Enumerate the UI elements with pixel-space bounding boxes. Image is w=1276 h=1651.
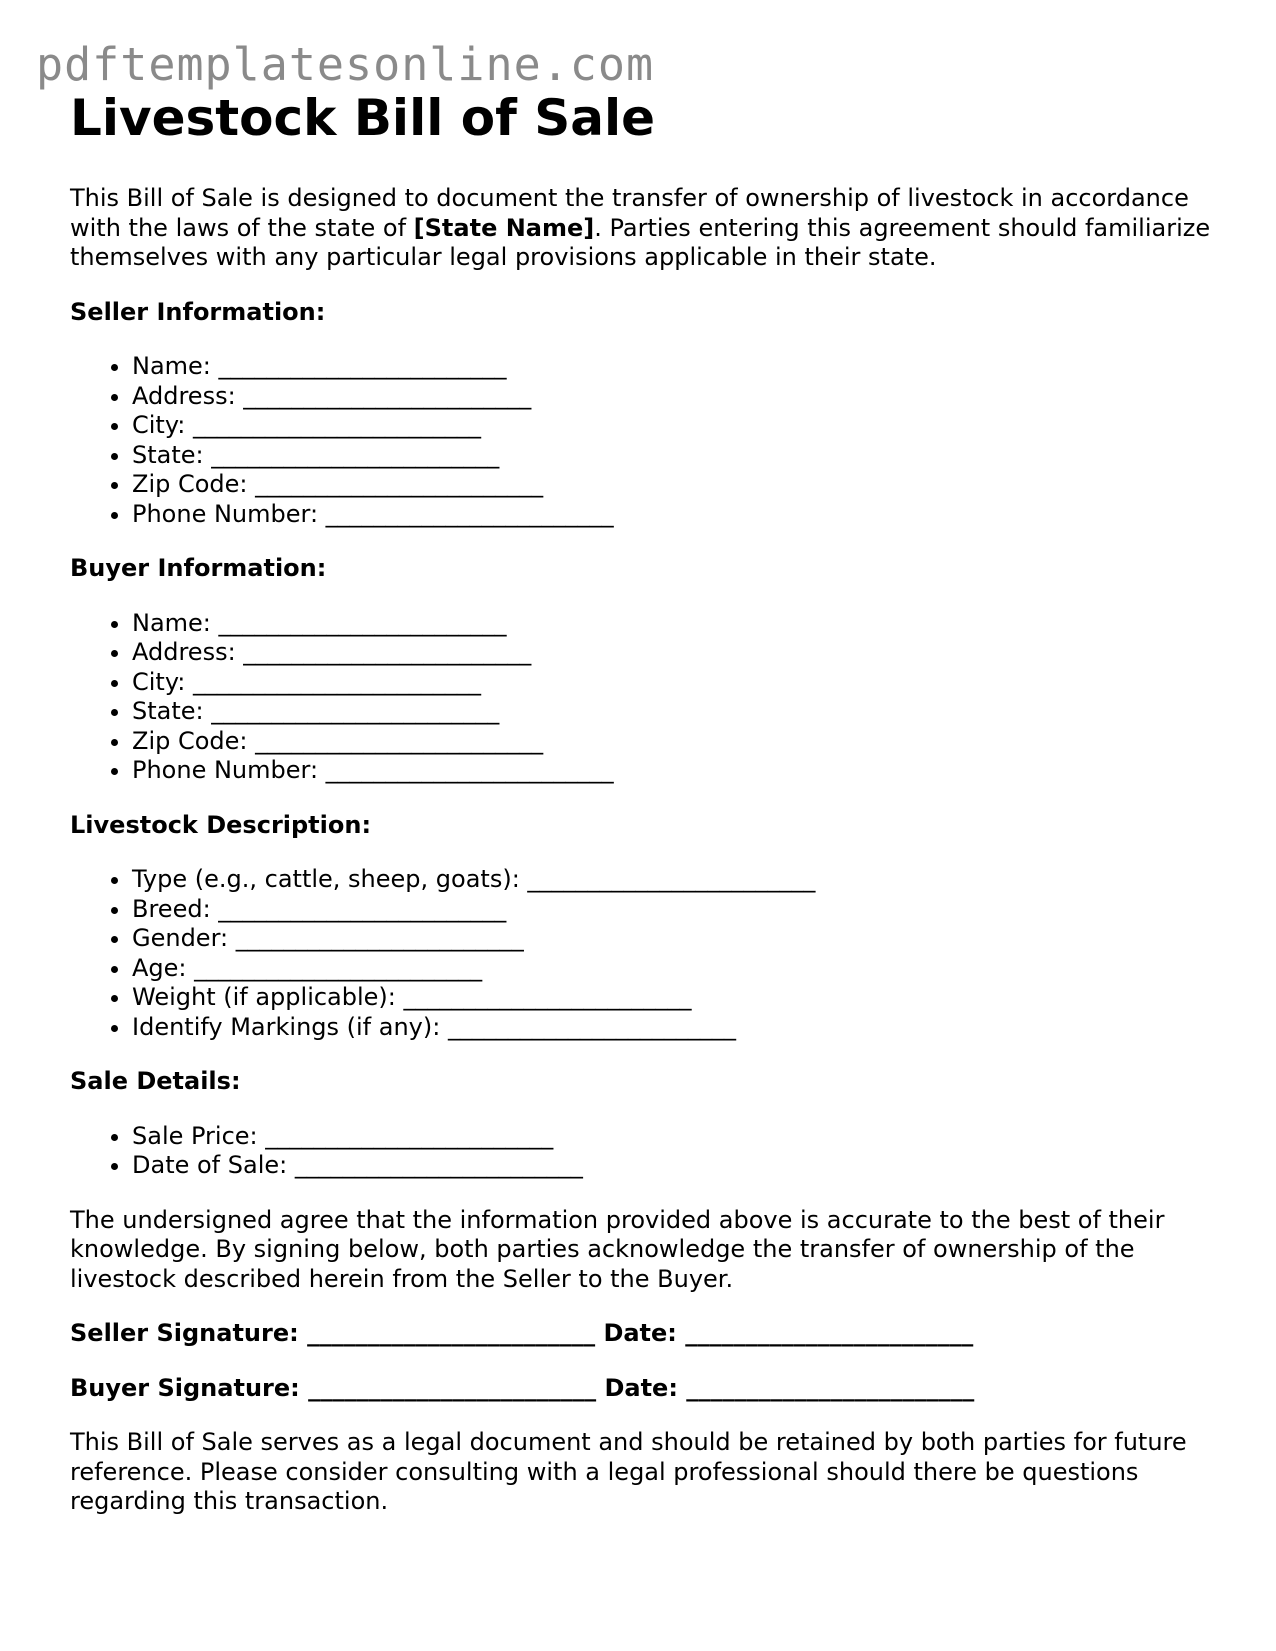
seller-name-field[interactable]: • Name: ________________________ xyxy=(132,352,1220,382)
page-title: Livestock Bill of Sale xyxy=(70,89,656,147)
livestock-age-field[interactable]: • Age: ________________________ xyxy=(132,954,1220,984)
seller-state-field[interactable]: • State: ________________________ xyxy=(132,441,1220,471)
seller-address-field[interactable]: • Address: ________________________ xyxy=(132,382,1220,412)
seller-city-field[interactable]: • City: ________________________ xyxy=(132,411,1220,441)
sale-date-field[interactable]: • Date of Sale: ________________________ xyxy=(132,1151,1220,1181)
buyer-heading: Buyer Information: xyxy=(70,554,327,582)
buyer-signature-line[interactable]: Buyer Signature: ________________________ Date: ________________________ xyxy=(70,1373,975,1402)
seller-phone-field[interactable]: • Phone Number: ________________________ xyxy=(132,500,1220,530)
livestock-markings-field[interactable]: • Identify Markings (if any): ________________________ xyxy=(132,1013,1220,1043)
livestock-gender-field[interactable]: • Gender: ________________________ xyxy=(132,924,1220,954)
sale-heading: Sale Details: xyxy=(70,1067,241,1095)
watermark: pdftemplatesonline.com xyxy=(36,38,655,91)
state-name-placeholder: [State Name] xyxy=(413,213,595,242)
buyer-address-field[interactable]: • Address: ________________________ xyxy=(132,638,1220,668)
intro-text-end: . Parties entering this agreement should familiarize themselves with any particular legal provisions applicable in their state. xyxy=(70,213,1211,271)
seller-fields xyxy=(70,352,1220,529)
buyer-fields xyxy=(70,609,1220,786)
livestock-fields xyxy=(70,865,1220,1042)
sale-price-field[interactable]: • Sale Price: ________________________ xyxy=(132,1122,1220,1152)
buyer-phone-field[interactable]: • Phone Number: ________________________ xyxy=(132,756,1220,786)
seller-heading: Seller Information: xyxy=(70,297,326,326)
intro-text-start: This Bill of Sale is designed to document the transfer of ownership of livestock in accordance with the laws of the state of xyxy=(70,184,1189,242)
livestock-heading: Livestock Description: xyxy=(70,810,372,839)
buyer-city-field[interactable]: • City: ________________________ xyxy=(132,668,1220,698)
footer-note: This Bill of Sale serves as a legal document and should be retained by both parties for future reference. Please consider consulting with a legal professional should there be questions regarding this transaction. xyxy=(70,1428,1187,1515)
seller-zip-field[interactable]: • Zip Code: ________________________ xyxy=(132,470,1220,500)
intro-paragraph xyxy=(70,184,1220,273)
buyer-name-field[interactable]: • Name: ________________________ xyxy=(132,609,1220,639)
agreement-paragraph: The undersigned agree that the information provided above is accurate to the best of their knowledge. By signing below, both parties acknowledge the transfer of ownership of the livestock described herein from the Seller to the Buyer. xyxy=(70,1205,1165,1293)
buyer-zip-field[interactable]: • Zip Code: ________________________ xyxy=(132,727,1220,757)
seller-signature-line[interactable]: Seller Signature: ________________________ Date: ________________________ xyxy=(70,1319,974,1347)
livestock-breed-field[interactable]: • Breed: ________________________ xyxy=(132,895,1220,925)
buyer-state-field[interactable]: • State: ________________________ xyxy=(132,697,1220,727)
livestock-type-field[interactable]: • Type (e.g., cattle, sheep, goats): ________________________ xyxy=(132,865,1220,895)
sale-fields xyxy=(70,1122,1220,1181)
document xyxy=(70,86,1220,1517)
livestock-weight-field[interactable]: • Weight (if applicable): ________________________ xyxy=(132,983,1220,1013)
